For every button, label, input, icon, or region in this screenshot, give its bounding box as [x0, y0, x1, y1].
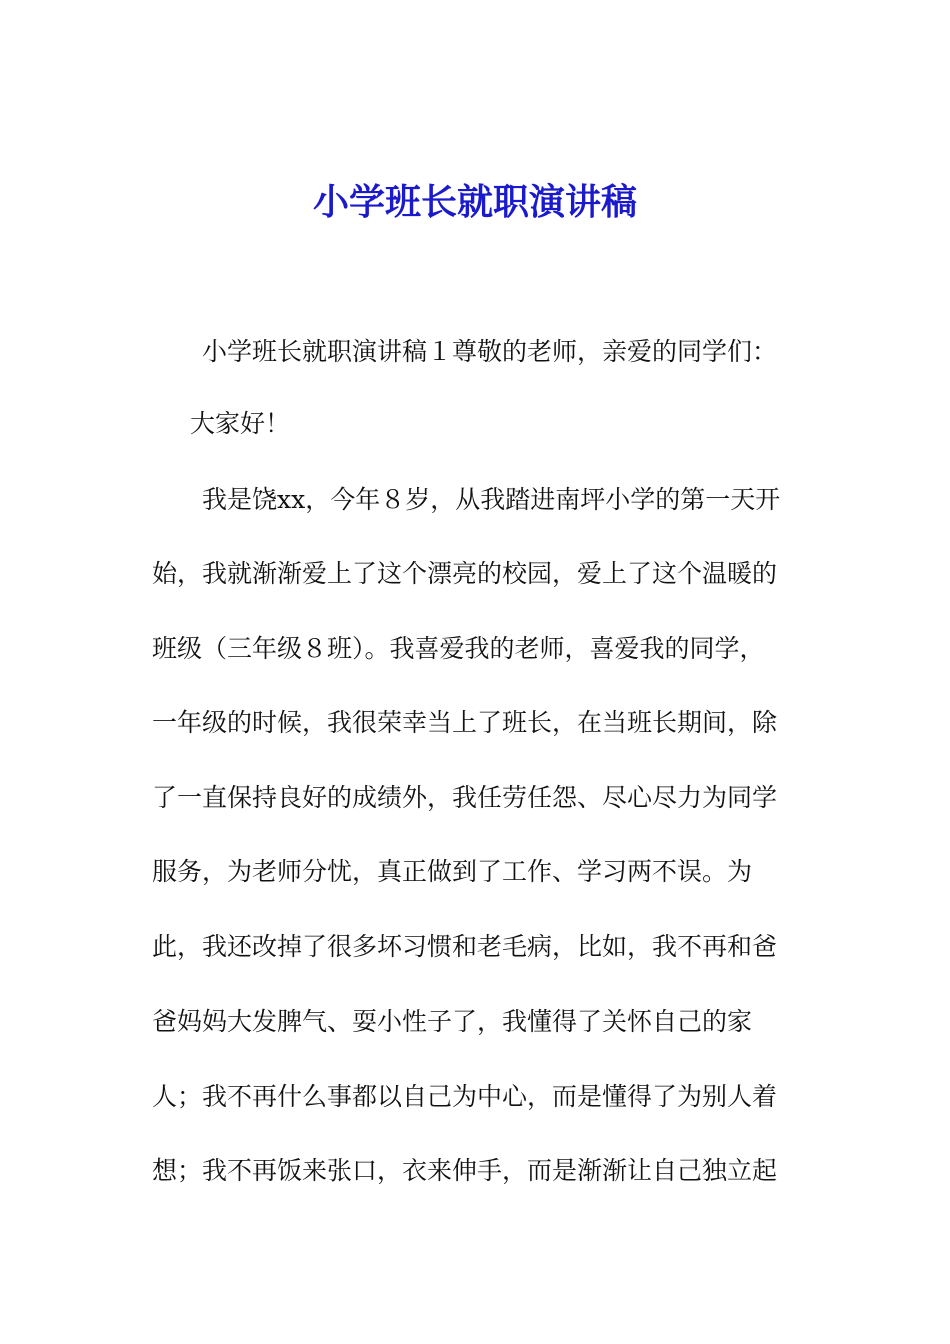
paragraph-line: 人；我不再什么事都以自己为中心，而是懂得了为别人着: [152, 1082, 778, 1111]
paragraph-line: 此，我还改掉了很多坏习惯和老毛病，比如，我不再和爸: [152, 932, 778, 961]
paragraph-line: 小学班长就职演讲稿１尊敬的老师，亲爱的同学们：: [202, 337, 778, 366]
document-title: 小学班长就职演讲稿: [312, 181, 637, 223]
paragraph-line: 服务，为老师分忧，真正做到了工作、学习两不误。为: [152, 857, 753, 886]
paragraph-line: 班级（三年级８班）。我喜爱我的老师，喜爱我的同学，: [152, 634, 765, 663]
paragraph-line: 我是饶xx，今年８岁，从我踏进南坪小学的第一天开: [202, 485, 781, 514]
paragraph-line: 始，我就渐渐爱上了这个漂亮的校园，爱上了这个温暖的: [152, 559, 778, 588]
paragraph-line: 一年级的时候，我很荣幸当上了班长，在当班长期间，除: [152, 708, 778, 737]
paragraph-line: 了一直保持良好的成绩外，我任劳任怨、尽心尽力为同学: [152, 783, 778, 812]
paragraph-line: 大家好！: [190, 409, 291, 438]
paragraph-line: 爸妈妈大发脾气、耍小性子了，我懂得了关怀自己的家: [152, 1007, 753, 1036]
paragraph-line: 想；我不再饭来张口，衣来伸手，而是渐渐让自己独立起: [152, 1156, 778, 1185]
